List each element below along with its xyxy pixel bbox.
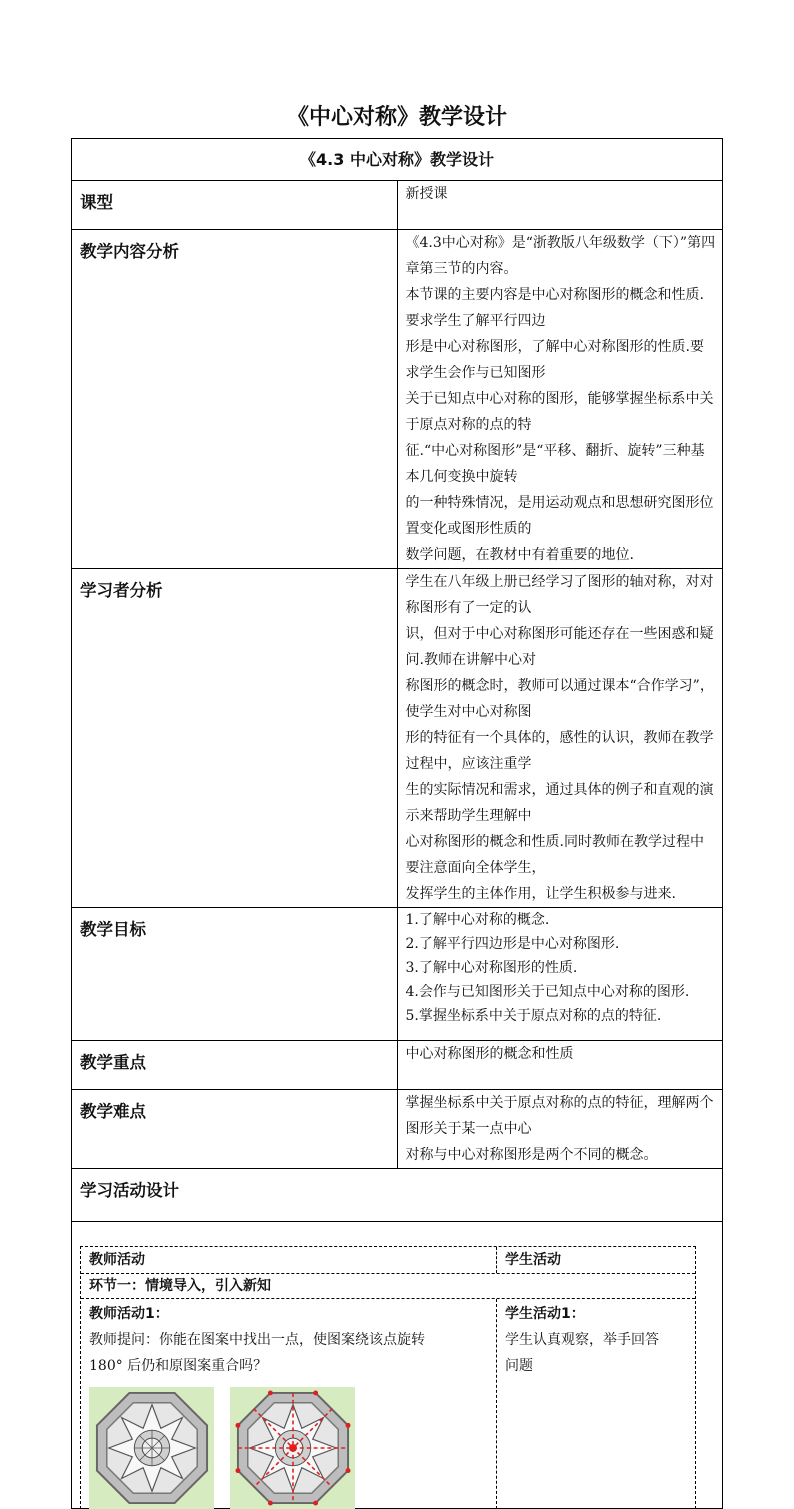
goal-item: 2.了解平行四边形是中心对称图形.: [405, 936, 620, 952]
teacher-activity-cell: [81, 1299, 497, 1509]
learner-line: 形的特征有一个具体的，感性的认识，教师在教学过程中，应该注重学: [405, 730, 714, 772]
teacher-question-line: 教师提问：你能在图案中找出一点，使图案绕该点旋转: [89, 1332, 425, 1348]
goal-item: 1.了解中心对称的概念.: [405, 912, 550, 928]
goal-item: 3.了解中心对称图形的性质.: [405, 960, 578, 976]
teacher-activity-header: 教师活动: [81, 1247, 497, 1273]
value-learner-analysis: [397, 569, 723, 908]
value-difficult-point: [397, 1090, 723, 1169]
label-activity-design: 学习活动设计: [72, 1169, 723, 1222]
activity-container: [72, 1222, 723, 1509]
value-key-point: [397, 1041, 723, 1090]
student-activity-header: 学生活动: [505, 1252, 561, 1268]
label-key-point: 教学重点: [72, 1041, 398, 1090]
student-activity-cell: [497, 1299, 695, 1509]
student-activity-label: 学生活动1：: [505, 1306, 585, 1322]
label-content-analysis: 教学内容分析: [72, 230, 398, 569]
document-title: 《中心对称》教学设计: [286, 105, 507, 130]
activity-table: [80, 1246, 696, 1509]
difficult-line: 掌握坐标系中关于原点对称的点的特征，理解两个图形关于某一点中心: [405, 1095, 714, 1137]
octagon-pattern: [93, 1389, 211, 1507]
learner-line: 称图形的概念时，教师可以通过课本“合作学习”，使学生对中心对称图: [405, 678, 714, 720]
content-line: 的一种特殊情况，是用运动观点和思想研究图形位置变化或图形性质的: [405, 495, 714, 537]
label-lesson-type: 课型: [72, 181, 398, 230]
label-difficult-point: 教学难点: [72, 1090, 398, 1169]
value-lesson-type: [397, 181, 723, 230]
activity-body-row: [81, 1299, 695, 1509]
octagon-pattern-with-center: [234, 1389, 352, 1507]
content-line: 《4.3中心对称》是“浙教版八年级数学（下）”第四章第三节的内容。: [405, 235, 716, 277]
label-teaching-goals: 教学目标: [72, 908, 398, 1041]
difficult-line: 对称与中心对称图形是两个不同的概念。: [405, 1147, 658, 1163]
content-line: 关于已知点中心对称的图形，能够掌握坐标系中关于原点对称的点的特: [405, 391, 714, 433]
learner-line: 心对称图形的概念和性质.同时教师在教学过程中要注意面向全体学生，: [405, 834, 704, 876]
label-learner-analysis: 学习者分析: [72, 569, 398, 908]
learner-line: 学生在八年级上册已经学习了图形的轴对称，对对称图形有了一定的认: [405, 574, 714, 616]
goal-item: 4.会作与已知图形关于已知点中心对称的图形.: [405, 984, 690, 1000]
pattern-image-marked: [230, 1387, 355, 1509]
teacher-question-line: 180° 后仍和原图案重合吗？: [89, 1358, 268, 1374]
pattern-image-original: [89, 1387, 214, 1509]
student-answer-line: 学生认真观察，举手回答: [505, 1332, 659, 1348]
content-line: 形是中心对称图形，了解中心对称图形的性质.要求学生会作与已知图形: [405, 339, 704, 381]
learner-line: 生的实际情况和需求，通过具体的例子和直观的演示来帮助学生理解中: [405, 782, 714, 824]
learner-line: 识，但对于中心对称图形可能还存在一些困惑和疑问.教师在讲解中心对: [405, 626, 714, 668]
learner-line: 发挥学生的主体作用，让学生积极参与进来.: [405, 886, 676, 902]
value-content-analysis: [397, 230, 723, 569]
lesson-type-text: 新授课: [405, 186, 448, 202]
section-title: 环节一：情境导入，引入新知: [81, 1274, 695, 1299]
pattern-figures: [89, 1387, 490, 1509]
content-line: 数学问题，在教材中有着重要的地位.: [405, 547, 634, 563]
lesson-plan-table: [71, 138, 723, 1509]
teacher-activity-label: 教师活动1：: [89, 1306, 169, 1322]
content-line: 征.“中心对称图形”是“平移、翻折、旋转”三种基本几何变换中旋转: [405, 443, 705, 485]
value-teaching-goals: [397, 908, 723, 1041]
activity-header-row: [81, 1247, 695, 1274]
content-line: 本节课的主要内容是中心对称图形的概念和性质.要求学生了解平行四边: [405, 287, 704, 329]
goal-item: 5.掌握坐标系中关于原点对称的点的特征.: [405, 1008, 662, 1024]
table-title: 《4.3 中心对称》教学设计: [72, 139, 723, 181]
key-point-text: 中心对称图形的概念和性质: [405, 1046, 574, 1062]
student-answer-line: 问题: [505, 1358, 533, 1374]
